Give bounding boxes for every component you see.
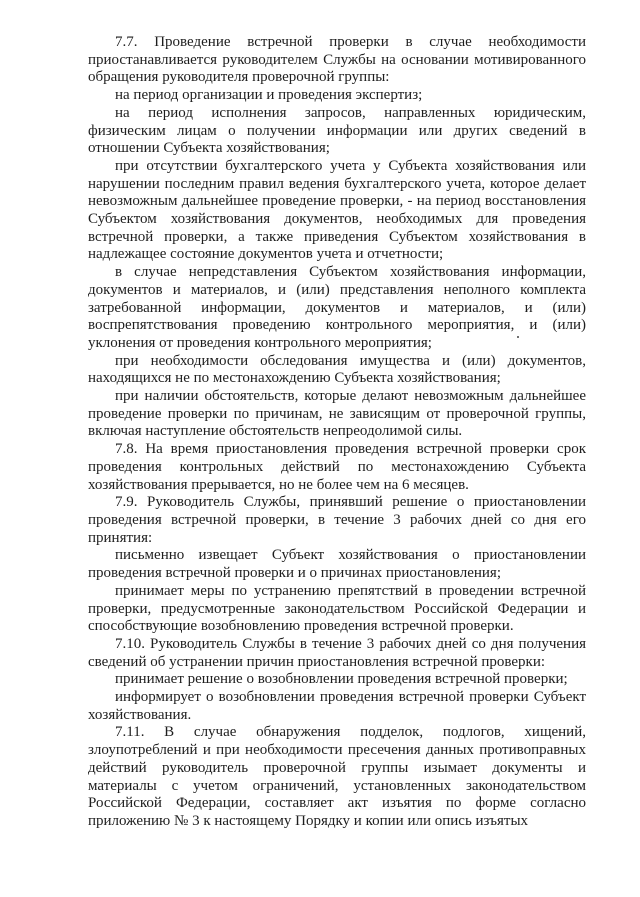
paragraph-7-7-item-5: при необходимости обследования имущества и (или) документов, находящихся не по местонахождению Субъекта хозяйствования; <box>88 352 586 387</box>
document-body <box>88 34 586 831</box>
paragraph-7-8: 7.8. На время приостановления проведения встречной проверки срок проведения контрольных действий по местонахождению Субъекта хозяйствования прерывается, но не более чем на 6 месяцев. <box>88 441 586 493</box>
paragraph-7-10-item-1: принимает решение о возобновлении проведения встречной проверки; <box>115 671 568 688</box>
paragraph-7-7-item-1: на период организации и проведения экспертиз; <box>115 87 423 104</box>
paragraph-7-9: 7.9. Руководитель Службы, принявший решение о приостановлении проведения встречной проверки, в течение 3 рабочих дней со дня его принятия: <box>88 494 586 546</box>
paragraph-7-7-item-2: на период исполнения запросов, направленных юридическим, физическим лицам о получении информации или других сведений в отношении Субъекта хозяйствования; <box>88 104 586 157</box>
paragraph-7-10: 7.10. Руководитель Службы в течение 3 рабочих дней со дня получения сведений об устранении причин приостановления встречной проверки: <box>88 635 586 670</box>
paragraph-7-7-item-3: при отсутствии бухгалтерского учета у Субъекта хозяйствования или нарушении последним правил ведения бухгалтерского учета, которое делает невозможным дальнейшее проведение проверки, - на период восстановления Субъектом хозяйствования документов, необходимых для проведения встречной проверки, а также приведения Субъектом хозяйствования в надлежащее состояние документов учета и отчетности; <box>88 157 586 263</box>
paragraph-7-7-item-6: при наличии обстоятельств, которые делают невозможным дальнейшее проведение проверки по причинам, не зависящим от проверочной группы, включая наступление обстоятельств непреодолимой силы. <box>88 388 586 440</box>
paragraph-7-7: 7.7. Проведение встречной проверки в случае необходимости приостанавливается руководителем Службы на основании мотивированного обращения руководителя проверочной группы: <box>88 34 586 86</box>
paragraph-7-9-item-1: письменно извещает Субъект хозяйствования о приостановлении проведения встречной проверки и о причинах приостановления; <box>88 547 586 582</box>
paragraph-7-10-item-2: информирует о возобновлении проведения встречной проверки Субъект хозяйствования. <box>88 689 586 723</box>
paragraph-7-7-item-4: в случае непредставления Субъектом хозяйствования информации, документов и материалов, и (или) представления неполного комплекта затребованной информации, документов и материалов, и (или) воспрепятствования проведению контрольного мероприятия, и (или) уклонения от проведения контрольного мероприятия; <box>88 264 586 351</box>
paragraph-7-9-item-2: принимает меры по устранению препятствий в проведении встречной проверки, предусмотренные законодательством Российской Федерации и способствующие возобновлению проведения встречной проверки. <box>88 582 586 635</box>
paragraph-7-11: 7.11. В случае обнаружения подделок, подлогов, хищений, злоупотреблений и при необходимости пресечения данных противоправных действий руководитель проверочной группы изымает документы и материалы с учетом ограничений, установленных законодательством Российской Федерации, составляет акт изъятия по форме согласно приложению № 3 к настоящему Порядку и копии или опись изъятых <box>88 724 586 829</box>
